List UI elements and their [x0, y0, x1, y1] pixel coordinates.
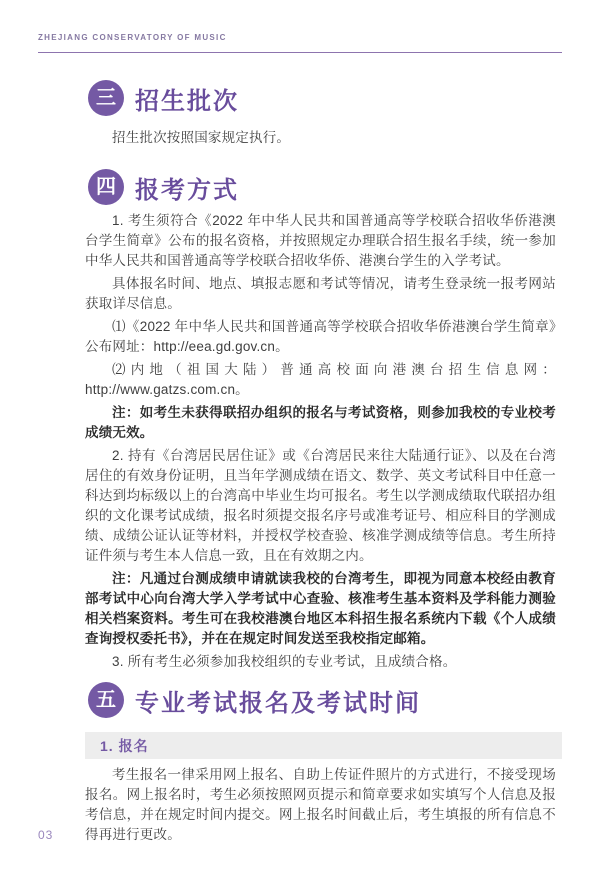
section-3-title: 招生批次	[135, 87, 239, 115]
paragraph: 考生报名一律采用网上报名、自助上传证件照片的方式进行，不接受现场报名。网上报名时，考生必须按照网页提示和简章要求如实填写个人信息及报考信息，并在规定时间内提交。网上报名时间截止后，考生填报的所有信息不得再进行更改。	[85, 767, 556, 842]
paragraph: 1. 考生须符合《2022 年中华人民共和国普通高等学校联合招收华侨港澳台学生简章》公布的报名资格，并按照规定办理联合招生报名手续，统一参加中华人民共和国普通高等学校联合招收华侨、港澳台学生的入学考试。	[85, 213, 556, 268]
section-5-title: 专业考试报名及考试时间	[135, 689, 421, 717]
paragraph: 招生批次按照国家规定执行。	[112, 130, 291, 145]
paragraph: ⑴《2022 年中华人民共和国普通高等学校联合招收华侨港澳台学生简章》公布网址：http://eea.gd.gov.cn。	[85, 319, 556, 354]
subsection-header-bar	[85, 732, 562, 759]
section-5-heading	[88, 682, 562, 718]
section-4-body	[85, 211, 556, 672]
section-4-title: 报考方式	[135, 176, 239, 204]
page-number: 03	[38, 828, 54, 842]
section-5-body	[85, 765, 556, 845]
paragraph: ⑵内地（祖国大陆）普通高校面向港澳台招生信息网：http://www.gatzs.com.cn。	[85, 362, 556, 397]
paragraph: 2. 持有《台湾居民居住证》或《台湾居民来往大陆通行证》、以及在台湾居住的有效身份证明，且当年学测成绩在语文、数学、英文考试科目中任意一科达到均标级以上的台湾高中毕业生均可报名。考生以学测成绩取代联招办组织的文化课考试成绩，报名时须提交报名序号或准考证号、相应科目的学测成绩、成绩公证认证等材料，并授权学校查验、核准学测成绩等信息。考生所持证件须与考生本人信息一致，且在有效期之内。	[85, 448, 556, 563]
section-3-body	[85, 128, 556, 148]
section-3-number-badge: 三	[88, 80, 124, 116]
brand-text: ZHEJIANG CONSERVATORY OF MUSIC	[38, 33, 227, 42]
subsection-label: 1. 报名	[100, 737, 149, 754]
section-5-number-badge: 五	[88, 682, 124, 718]
paragraph: 3. 所有考生必须参加我校组织的专业考试，且成绩合格。	[112, 654, 457, 669]
paragraph: 具体报名时间、地点、填报志愿和考试等情况，请考生登录统一报考网站获取详尽信息。	[85, 276, 556, 311]
section-3-heading	[88, 80, 562, 116]
note-paragraph: 注：如考生未获得联招办组织的报名与考试资格，则参加我校的专业校考成绩无效。	[85, 405, 556, 440]
page-header	[38, 33, 562, 53]
note-paragraph: 注：凡通过台测成绩申请就读我校的台湾考生，即视为同意本校经由教育部考试中心向台湾大学入学考试中心查验、核准考生基本资料及学科能力测验相关档案资料。考生可在我校港澳台地区本科招生报名系统内下载《个人成绩查询授权委托书》，并在在规定时间发送至我校指定邮箱。	[85, 571, 556, 646]
section-4-heading	[88, 169, 562, 205]
section-4-number-badge: 四	[88, 169, 124, 205]
